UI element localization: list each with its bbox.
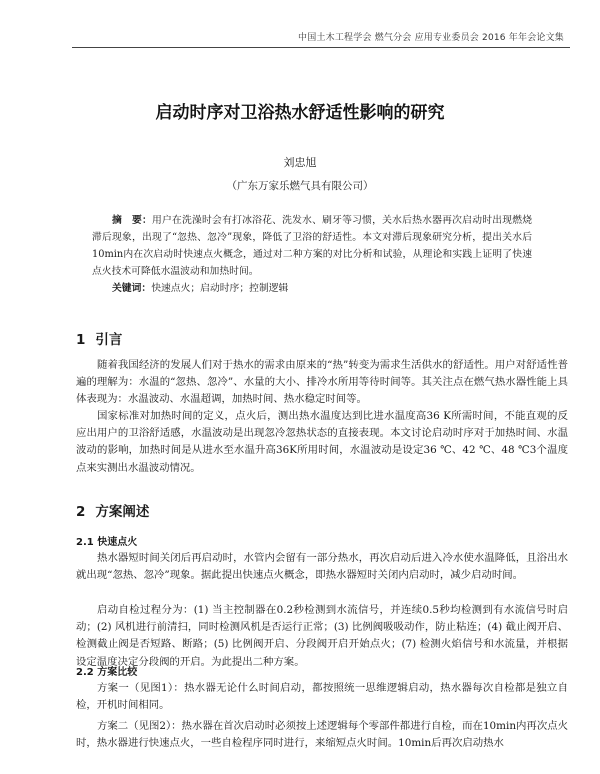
abstract-label: 摘 要： — [112, 215, 153, 226]
author-name: 刘忠旭 — [283, 156, 317, 169]
subsection-2-2-paragraph-1: 方案一（见图1）：热水器无论什么时间启动，都按照统一思维逻辑启动，热水器每次自检都是独立自检，开机时间相同。 — [76, 682, 568, 712]
section-2-title: 方案阐述 — [95, 504, 150, 520]
subsection-2-2-paragraph-2: 方案二（见图2）：热水器在首次启动时必须按上述逻辑每个零部件都进行自检，而在10min内再次点火时，热水器进行快速点火，一些自检程序同时进行，来缩短点火时间。10min后再次启动热水 — [76, 720, 568, 750]
section-2-heading — [76, 500, 149, 520]
section-2-number: 2 — [76, 504, 86, 520]
section-1-paragraph-1: 随着我国经济的发展人们对于热水的需求由原来的“热”转变为需求生活供水的舒适性。用户对舒适性普遍的理解为：水温的“忽热、忽冷”、水量的大小、排冷水所用等待时间等。其关注点在燃气热水器性能上具体表现为：水温波动、水温超调，加热时间、热水稳定时间等。 — [76, 359, 568, 406]
keywords — [112, 280, 288, 294]
abstract — [92, 212, 532, 280]
keywords-text: 快速点火；启动时序；控制逻辑 — [151, 283, 289, 294]
subsection-2-1-paragraph-1: 热水器短时间关闭后再启动时，水管内会留有一部分热水，再次启动后进入冷水使水温降低，且浴出水就出现“忽热、忽冷”现象。据此提出快速点火概念，即热水器短时关闭内启动时，减少启动时间。 — [76, 552, 568, 582]
running-head: 中国土木工程学会 燃气分会 应用专业委员会 2016 年年会论文集 — [298, 33, 564, 43]
section-1-heading — [76, 328, 122, 348]
paper-title: 启动时序对卫浴热水舒适性影响的研究 — [155, 103, 445, 123]
section-1-title: 引言 — [95, 332, 123, 348]
subsection-2-1-title: 2.1 快速点火 — [76, 537, 138, 548]
section-1-paragraph-2: 国家标准对加热时间的定义，点火后，测出热水温度达到比进水温度高36 K所需时间，不能直观的反应出用户的卫浴舒适感，水温波动是出现忽冷忽热状态的直接表现。本文讨论启动时序对于加热时间、水温波动的影响，加热时间是从进水至水温升高36K所用时间，水温波动是设定36 ℃、42 ℃、48 ℃3个温度点来实测出水温波动情况。 — [76, 410, 568, 474]
header-rule — [72, 47, 570, 48]
keywords-label: 关键词： — [112, 283, 152, 294]
author-affiliation: （广东万家乐燃气具有限公司） — [226, 180, 374, 192]
subsection-2-1-paragraph-2: 启动自检过程分为：(1) 当主控制器在0.2秒检测到水流信号，并连续0.5秒均检测到有水流信号时启动；(2) 风机进行前清扫，同时检测风机是否运行正常；(3) 比例阀吸吸动作，防止粘连；(4) 截止阀开启、检测截止阀是否短路、断路；(5) 比例阀开启、分段阀开启开始点火；(7) 检测火焰信号和水流量，并根据设定温度决定分段阀的开启。为此提出二种方案。 — [76, 604, 568, 668]
subsection-2-2-title: 2.2 方案比较 — [76, 667, 138, 678]
section-1-number: 1 — [76, 332, 86, 348]
abstract-text: 用户在洗澡时会有打冰浴花、洗发水、刷牙等习惯，关水后热水器再次启动时出现燃烧滞后现象，出现了“忽热、忽冷”现象，降低了卫浴的舒适性。本文对滞后现象研究分析，提出关水后10min内在次启动时快速点火概念，通过对二种方案的对比分析和试验，从理论和实践上证明了快速点火技术可降低水温波动和加热时间。 — [92, 215, 533, 277]
